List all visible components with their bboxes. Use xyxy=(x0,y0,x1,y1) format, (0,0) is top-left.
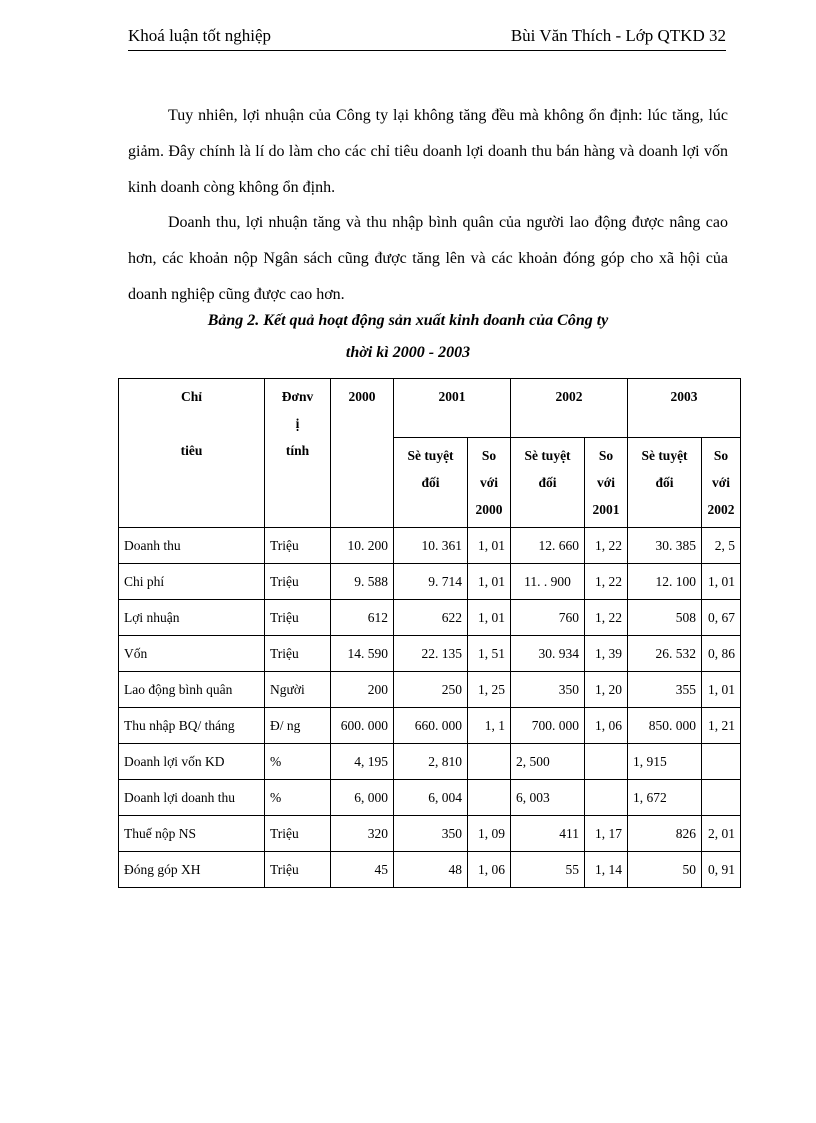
cell-2002-ratio: 1, 22 xyxy=(585,600,628,636)
table-caption-period: thời kì 2000 - 2003 xyxy=(345,344,471,361)
cell-2003-ratio: 0, 86 xyxy=(702,636,741,672)
cell-2001-ratio: 1, 51 xyxy=(468,636,511,672)
row-unit: Triệu xyxy=(265,636,331,672)
cell-2002-absolute: 411 xyxy=(511,816,585,852)
table-row xyxy=(119,816,741,852)
table-row xyxy=(119,744,741,780)
cell-2003-ratio: 0, 67 xyxy=(702,600,741,636)
row-label: Đóng góp XH xyxy=(119,852,265,888)
row-label: Vốn xyxy=(119,636,265,672)
cell-2003-absolute: 50 xyxy=(628,852,702,888)
cell-2003-absolute: 26. 532 xyxy=(628,636,702,672)
cell-2003-absolute: 850. 000 xyxy=(628,708,702,744)
header-compare-2002: So với 2002 xyxy=(702,438,741,528)
cell-2001-absolute: 622 xyxy=(394,600,468,636)
header-absolute-2002: Sè tuyệt đối xyxy=(511,438,585,528)
row-label: Lợi nhuận xyxy=(119,600,265,636)
page-header xyxy=(128,24,726,51)
cell-2001-ratio: 1, 01 xyxy=(468,564,511,600)
cell-2003-absolute: 30. 385 xyxy=(628,528,702,564)
header-compare-2001: So với 2001 xyxy=(585,438,628,528)
header-indicator xyxy=(119,379,265,528)
row-label: Thuế nộp NS xyxy=(119,816,265,852)
row-unit: Triệu xyxy=(265,816,331,852)
cell-2001-absolute: 350 xyxy=(394,816,468,852)
header-compare-2000: So với 2000 xyxy=(468,438,511,528)
cell-2001-ratio: 1, 25 xyxy=(468,672,511,708)
cell-2002-absolute: 350 xyxy=(511,672,585,708)
cell-2002-ratio: 1, 22 xyxy=(585,528,628,564)
cell-2000: 9. 588 xyxy=(331,564,394,600)
row-unit: Triệu xyxy=(265,564,331,600)
cell-2000: 10. 200 xyxy=(331,528,394,564)
cell-2002-ratio: 1, 39 xyxy=(585,636,628,672)
cell-2003-ratio: 1, 01 xyxy=(702,672,741,708)
header-unit-line2: ị xyxy=(295,416,300,431)
cell-2002-absolute: 760 xyxy=(511,600,585,636)
cell-2002-ratio: 1, 06 xyxy=(585,708,628,744)
cell-2002-ratio: 1, 17 xyxy=(585,816,628,852)
row-unit: % xyxy=(265,744,331,780)
cell-2000: 45 xyxy=(331,852,394,888)
cell-2000: 612 xyxy=(331,600,394,636)
table-row xyxy=(119,708,741,744)
cell-2003-ratio xyxy=(702,780,741,816)
row-unit: Đ/ ng xyxy=(265,708,331,744)
table-row xyxy=(119,636,741,672)
cell-2003-absolute: 355 xyxy=(628,672,702,708)
cell-2002-ratio: 1, 20 xyxy=(585,672,628,708)
cell-2002-ratio: 1, 14 xyxy=(585,852,628,888)
table-row xyxy=(119,780,741,816)
row-label: Doanh thu xyxy=(119,528,265,564)
table-row xyxy=(119,600,741,636)
row-unit: Triệu xyxy=(265,600,331,636)
cell-2001-absolute: 9. 714 xyxy=(394,564,468,600)
cell-2001-ratio: 1, 01 xyxy=(468,528,511,564)
cell-2001-absolute: 2, 810 xyxy=(394,744,468,780)
row-label: Chi phí xyxy=(119,564,265,600)
cell-2003-absolute: 1, 915 xyxy=(628,744,702,780)
cell-2002-absolute: 6, 003 xyxy=(511,780,585,816)
header-year-2002: 2002 xyxy=(511,379,628,438)
cell-2000: 600. 000 xyxy=(331,708,394,744)
row-unit: Triệu xyxy=(265,528,331,564)
cell-2003-absolute: 826 xyxy=(628,816,702,852)
cell-2001-ratio xyxy=(468,780,511,816)
header-absolute-2003: Sè tuyệt đối xyxy=(628,438,702,528)
row-label: Doanh lợi doanh thu xyxy=(119,780,265,816)
cell-2000: 14. 590 xyxy=(331,636,394,672)
paragraph-profit: Tuy nhiên, lợi nhuận của Công ty lại không tăng đều mà không ổn định: lúc tăng, lúc giảm. Đây chính là lí do làm cho các chỉ tiêu doanh lợi doanh thu bán hàng và doanh lợi vốn kinh doanh còng không ổn định. xyxy=(128,107,728,196)
cell-2001-ratio: 1, 09 xyxy=(468,816,511,852)
header-year-2001: 2001 xyxy=(394,379,511,438)
row-label: Doanh lợi vốn KD xyxy=(119,744,265,780)
cell-2003-ratio: 1, 01 xyxy=(702,564,741,600)
paragraph-revenue: Doanh thu, lợi nhuận tăng và thu nhập bình quân của người lao động được nâng cao hơn, các khoản nộp Ngân sách cũng được tăng lên và các khoản đóng góp cho xã hội của doanh nghiệp cũng được cao hơn. xyxy=(128,214,728,303)
cell-2002-absolute: 2, 500 xyxy=(511,744,585,780)
header-unit-line1: Đơnv xyxy=(281,389,314,404)
results-table xyxy=(118,378,741,888)
cell-2003-ratio: 0, 91 xyxy=(702,852,741,888)
cell-2003-absolute: 12. 100 xyxy=(628,564,702,600)
cell-2002-absolute: 55 xyxy=(511,852,585,888)
cell-2001-absolute: 250 xyxy=(394,672,468,708)
cell-2003-absolute: 508 xyxy=(628,600,702,636)
cell-2000: 4, 195 xyxy=(331,744,394,780)
row-unit: Người xyxy=(265,672,331,708)
cell-2001-ratio: 1, 06 xyxy=(468,852,511,888)
header-unit xyxy=(265,379,331,528)
cell-2001-absolute: 6, 004 xyxy=(394,780,468,816)
cell-2003-ratio: 1, 21 xyxy=(702,708,741,744)
cell-2002-absolute: 700. 000 xyxy=(511,708,585,744)
header-unit-line3: tính xyxy=(285,443,310,458)
cell-2002-ratio: 1, 22 xyxy=(585,564,628,600)
header-year-2000: 2000 xyxy=(331,379,394,528)
cell-2001-ratio: 1, 01 xyxy=(468,600,511,636)
table-header-row-years xyxy=(119,379,741,438)
table-row xyxy=(119,528,741,564)
table-row xyxy=(119,564,741,600)
table-row xyxy=(119,852,741,888)
row-unit: Triệu xyxy=(265,852,331,888)
header-absolute-2001: Sè tuyệt đối xyxy=(394,438,468,528)
cell-2003-ratio: 2, 01 xyxy=(702,816,741,852)
cell-2001-absolute: 48 xyxy=(394,852,468,888)
header-indicator-line2: tiêu xyxy=(180,443,203,458)
table-row xyxy=(119,672,741,708)
cell-2003-ratio xyxy=(702,744,741,780)
cell-2000: 200 xyxy=(331,672,394,708)
cell-2002-ratio xyxy=(585,780,628,816)
row-label: Lao động bình quân xyxy=(119,672,265,708)
cell-2003-absolute: 1, 672 xyxy=(628,780,702,816)
cell-2002-absolute: 11. . 900 xyxy=(511,564,585,600)
header-author: Bùi Văn Thích - Lớp QTKD 32 xyxy=(510,26,726,45)
row-unit: % xyxy=(265,780,331,816)
row-label: Thu nhập BQ/ tháng xyxy=(119,708,265,744)
cell-2000: 6, 000 xyxy=(331,780,394,816)
table-caption: Bảng 2. Kết quả hoạt động sản xuất kinh doanh của Công ty xyxy=(207,312,609,329)
cell-2002-absolute: 30. 934 xyxy=(511,636,585,672)
cell-2001-ratio: 1, 1 xyxy=(468,708,511,744)
header-indicator-line1: Chỉ xyxy=(180,389,202,404)
cell-2003-ratio: 2, 5 xyxy=(702,528,741,564)
cell-2002-absolute: 12. 660 xyxy=(511,528,585,564)
header-thesis-title: Khoá luận tốt nghiệp xyxy=(128,26,272,45)
cell-2001-absolute: 22. 135 xyxy=(394,636,468,672)
cell-2001-absolute: 660. 000 xyxy=(394,708,468,744)
cell-2001-absolute: 10. 361 xyxy=(394,528,468,564)
cell-2001-ratio xyxy=(468,744,511,780)
cell-2002-ratio xyxy=(585,744,628,780)
cell-2000: 320 xyxy=(331,816,394,852)
header-year-2003: 2003 xyxy=(628,379,741,438)
